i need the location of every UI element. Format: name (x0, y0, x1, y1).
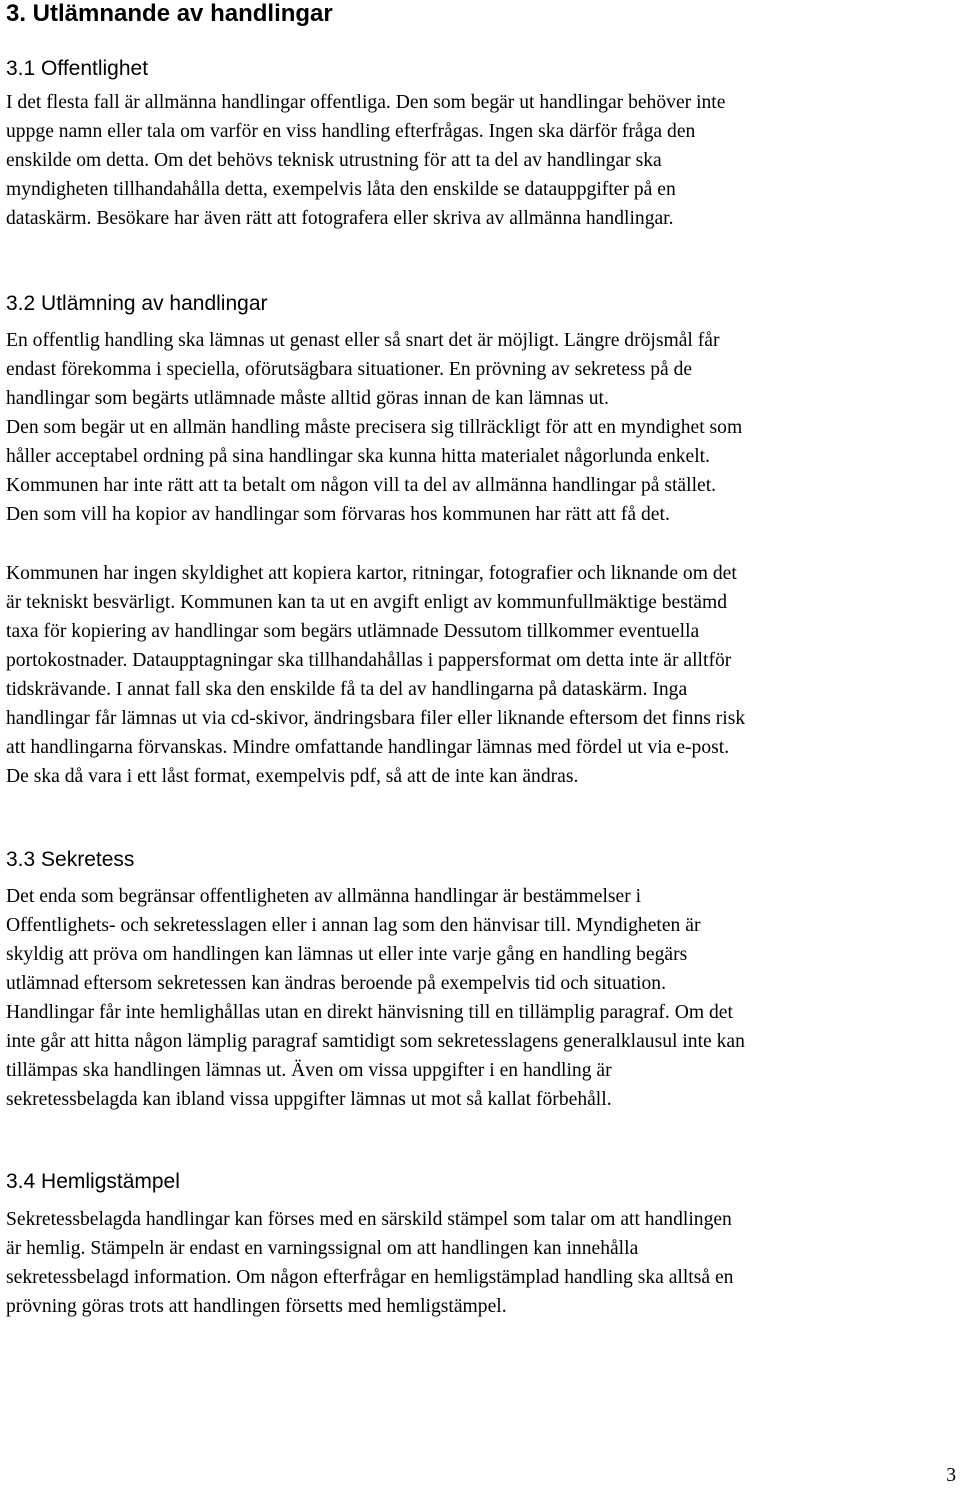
text-line: inte går att hitta någon lämplig paragraf samtidigt som sekretesslagens generalklausul inte kan (6, 1031, 745, 1052)
text-line: håller acceptabel ordning på sina handlingar ska kunna hitta materialet någorlunda enkelt. (6, 446, 711, 467)
text-line: Kommunen har inte rätt att ta betalt om någon vill ta del av allmänna handlingar på stället. (6, 475, 717, 496)
text-line: taxa för kopiering av handlingar som begärs utlämnade Dessutom tillkommer eventuella (6, 621, 700, 642)
text-line: dataskärm. Besökare har även rätt att fotografera eller skriva av allmänna handlingar. (6, 208, 674, 229)
text-line: att handlingarna förvanskas. Mindre omfattande handlingar lämnas med fördel ut via e-post. (6, 737, 730, 758)
section-heading-utlamning: 3.2 Utlämning av handlingar (6, 292, 268, 315)
text-line: är hemlig. Stämpeln är endast en varningssignal om att handlingen kan innehålla (6, 1238, 639, 1259)
chapter-title: 3. Utlämnande av handlingar (6, 0, 333, 27)
paragraph-offentlighet (6, 88, 958, 233)
text-line: Handlingar får inte hemlighållas utan en direkt hänvisning till en tillämplig paragraf. Om det (6, 1002, 733, 1023)
text-line: De ska då vara i ett låst format, exempelvis pdf, så att de inte kan ändras. (6, 766, 579, 787)
text-line: uppge namn eller tala om varför en viss handling efterfrågas. Ingen ska därför fråga den (6, 121, 696, 142)
text-line: handlingar som begärts utlämnade måste alltid göras innan de kan lämnas ut. (6, 388, 609, 409)
text-line: Offentlighets- och sekretesslagen eller i annan lag som den hänvisar till. Myndigheten är (6, 915, 701, 936)
text-line: tillämpas ska handlingen lämnas ut. Även om vissa uppgifter i en handling är (6, 1060, 612, 1081)
text-line: Den som begär ut en allmän handling måste precisera sig tillräckligt för att en myndighet som (6, 417, 743, 438)
text-line: sekretessbelagd information. Om någon efterfrågar en hemligstämplad handling ska alltså en (6, 1267, 734, 1288)
text-line: Kommunen har ingen skyldighet att kopiera kartor, ritningar, fotografier och liknande om det (6, 563, 737, 584)
text-line: tidskrävande. I annat fall ska den enskilde få ta del av handlingarna på dataskärm. Inga (6, 679, 688, 700)
text-line: handlingar får lämnas ut via cd-skivor, ändringsbara filer eller liknande eftersom det finns risk (6, 708, 746, 729)
text-line: myndigheten tillhandahålla detta, exempelvis låta den enskilde se datauppgifter på en (6, 179, 676, 200)
paragraph-hemligstampel (6, 1205, 958, 1321)
text-line: endast förekomma i speciella, oförutsägbara situationer. En prövning av sekretess på de (6, 359, 693, 380)
text-line: I det flesta fall är allmänna handlingar offentliga. Den som begär ut handlingar behöver inte (6, 92, 726, 113)
text-line: En offentlig handling ska lämnas ut genast eller så snart det är möjligt. Längre dröjsmål får (6, 330, 720, 351)
text-line: utlämnad eftersom sekretessen kan ändras beroende på exempelvis tid och situation. (6, 973, 666, 994)
text-line: är tekniskt besvärligt. Kommunen kan ta ut en avgift enligt av kommunfullmäktige bestämd (6, 592, 727, 613)
section-heading-offentlighet: 3.1 Offentlighet (6, 57, 149, 80)
page-number: 3 (946, 1465, 956, 1486)
text-line: portokostnader. Dataupptagningar ska tillhandahållas i pappersformat om detta inte är alltför (6, 650, 732, 671)
text-line: prövning göras trots att handlingen försetts med hemligstämpel. (6, 1296, 507, 1317)
text-line: Den som vill ha kopior av handlingar som förvaras hos kommunen har rätt att få det. (6, 504, 670, 525)
text-line: sekretessbelagda kan ibland vissa uppgifter lämnas ut mot så kallat förbehåll. (6, 1089, 612, 1110)
text-line: enskilde om detta. Om det behövs teknisk utrustning för att ta del av handlingar ska (6, 150, 662, 171)
paragraph-utlamning-2 (6, 559, 958, 791)
section-heading-sekretess: 3.3 Sekretess (6, 848, 135, 871)
text-line: skyldig att pröva om handlingen kan lämnas ut eller inte varje gång en handling begärs (6, 944, 688, 965)
section-heading-hemligstampel: 3.4 Hemligstämpel (6, 1170, 180, 1193)
text-line: Det enda som begränsar offentligheten av allmänna handlingar är bestämmelser i (6, 886, 642, 907)
paragraph-sekretess (6, 882, 958, 1114)
paragraph-utlamning-1 (6, 326, 958, 529)
text-line: Sekretessbelagda handlingar kan förses med en särskild stämpel som talar om att handlingen (6, 1209, 732, 1230)
